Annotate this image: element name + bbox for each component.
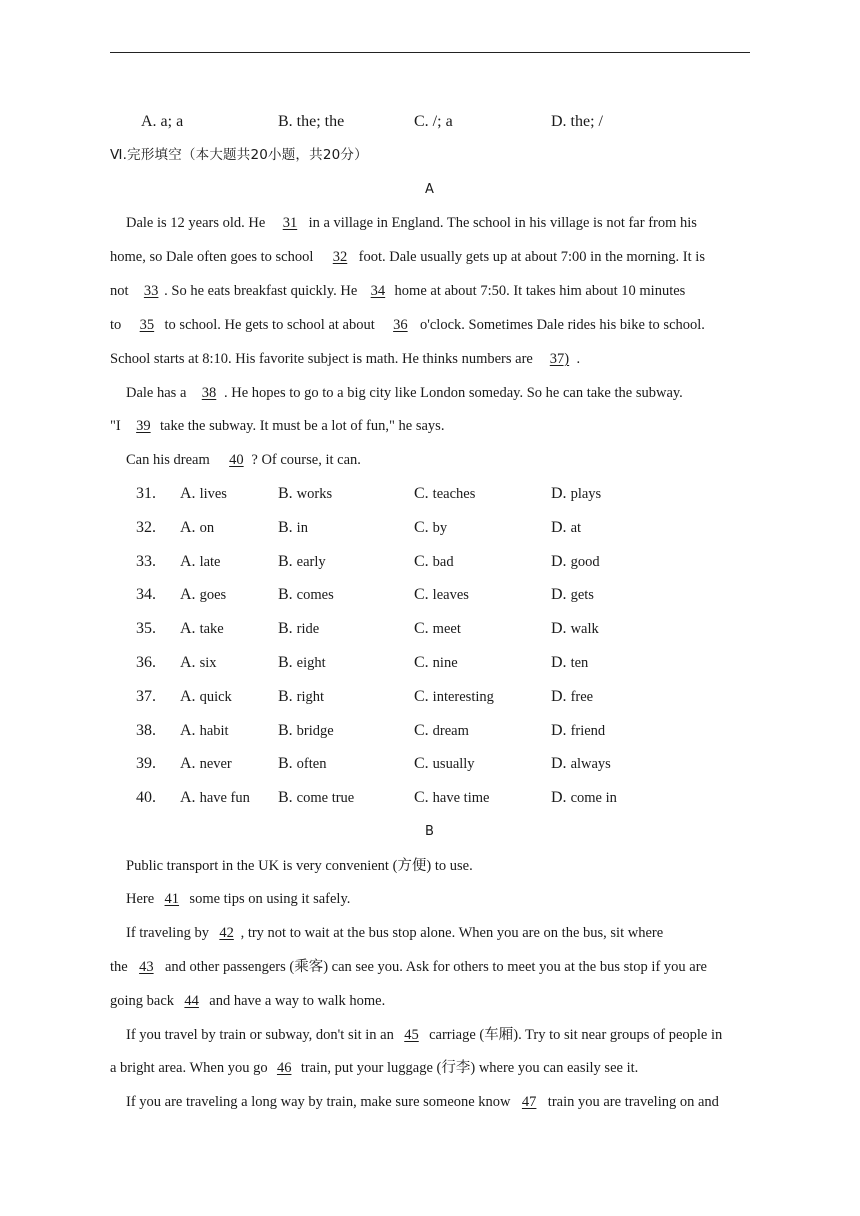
blank-46: 46 [276,1060,292,1076]
option-c [414,620,461,638]
passage-b-line-4: the 43 and other passengers (乘客) can see you. Ask for others to meet you at the bus stop if you are [110,959,707,975]
option-letter: A. [180,688,196,705]
option-text: ride [296,621,320,637]
passage-b-line-6: If you travel by train or subway, don't sit in an 45 carriage (车厢). Try to sit near groups of people in [126,1027,723,1043]
option-a [180,789,250,807]
option-text: in [296,520,308,536]
blank-47: 47 [521,1094,537,1110]
option-letter: A. [180,654,196,671]
option-letter: C. [414,485,429,502]
option-letter: C. [414,722,429,739]
question-number: 38. [136,722,156,739]
option-text: late [199,554,221,570]
blank-42: 42 [219,925,234,941]
option-text: goes [199,587,227,603]
option-letter: B. [278,586,293,603]
question-number: 37. [136,688,156,705]
passage-b-line-5: going back 44 and have a way to walk home. [110,993,386,1009]
option-b [278,485,332,503]
option-a [180,620,224,638]
option-letter: A. [180,722,196,739]
option-text: eight [296,655,326,671]
option-d [551,586,594,604]
option-c [414,722,469,740]
option-letter: D. [551,620,567,637]
blank-40: 40 [229,452,244,468]
option-letter: A. [180,586,196,603]
question-number: 36. [136,654,156,671]
prev-option-d: D. the; / [551,113,603,130]
option-text: have fun [199,790,250,806]
option-text: interesting [432,689,494,705]
option-d [551,688,593,706]
option-c [414,654,458,672]
option-text: six [199,655,217,671]
blank-33: 33 [143,283,159,299]
option-letter: B. [278,620,293,637]
option-letter: D. [551,654,567,671]
option-letter: B. [278,755,293,772]
option-text: ten [570,655,589,671]
option-text: works [296,486,333,502]
option-d [551,722,605,740]
blank-43: 43 [139,959,154,975]
option-letter: D. [551,755,567,772]
option-c [414,553,454,571]
option-text: nine [432,655,458,671]
passage-a-line-6: Dale has a 38 . He hopes to go to a big city like London someday. So he can take the subway. [126,385,683,401]
option-letter: D. [551,519,567,536]
question-number: 32. [136,519,156,536]
option-text: meet [432,621,461,637]
prev-option-b: B. the; the [278,113,345,130]
option-d [551,553,600,571]
passage-b-line-2: Here 41 some tips on using it safely. [126,891,351,907]
option-c [414,755,475,773]
option-text: come true [296,790,355,806]
option-letter: D. [551,586,567,603]
blank-35: 35 [139,317,155,333]
option-a [180,688,232,706]
passage-a-line-1: Dale is 12 years old. He 31 in a village in England. The school in his village is not far from his [126,215,697,231]
option-text: leaves [432,587,469,603]
option-letter: C. [414,620,429,637]
question-number: 40. [136,789,156,806]
option-text: come in [570,790,617,806]
passage-b-line-3: If traveling by 42 , try not to wait at the bus stop alone. When you are on the bus, sit where [126,925,664,941]
option-d [551,789,617,807]
option-a [180,519,214,537]
header-rule [110,52,750,53]
option-letter: C. [414,586,429,603]
passage-a-line-4: to 35 to school. He gets to school at about 36 o'clock. Sometimes Dale rides his bike to school. [110,317,705,333]
option-text: at [570,520,582,536]
blank-38: 38 [201,385,217,401]
option-letter: B. [278,688,293,705]
option-text: walk [570,621,599,637]
option-letter: D. [551,553,567,570]
option-d [551,519,581,537]
blank-39: 39 [136,418,151,434]
option-text: comes [296,587,334,603]
blank-34: 34 [370,283,386,299]
option-a [180,654,216,672]
option-text: on [199,520,215,536]
blank-45: 45 [404,1027,419,1043]
option-c [414,519,447,537]
option-a [180,485,227,503]
option-a [180,755,232,773]
option-text: never [199,756,232,772]
option-b [278,620,319,638]
option-letter: A. [180,519,196,536]
option-letter: A. [180,789,196,806]
section-heading: Ⅵ.完形填空（本大题共20小题，共20分） [110,147,368,163]
option-letter: A. [180,553,196,570]
option-a [180,722,229,740]
option-c [414,586,469,604]
option-letter: C. [414,755,429,772]
question-number: 39. [136,755,156,772]
passage-a-line-7: "I 39 take the subway. It must be a lot of fun," he says. [110,418,445,434]
option-letter: A. [180,755,196,772]
option-letter: B. [278,553,293,570]
option-text: gets [570,587,594,603]
option-b [278,722,334,740]
prev-option-a: A. a; a [141,113,184,130]
option-b [278,553,326,571]
passage-a-line-3: not 33 . So he eats breakfast quickly. He 34 home at about 7:50. It takes him about 10 minutes [110,283,686,299]
option-text: usually [432,756,475,772]
prev-option-c: C. /; a [414,113,453,130]
option-letter: B. [278,789,293,806]
option-text: habit [199,723,229,739]
option-b [278,789,354,807]
passage-a-line-8: Can his dream 40 ? Of course, it can. [126,452,361,468]
option-text: teaches [432,486,476,502]
option-letter: B. [278,722,293,739]
option-text: always [570,756,611,772]
option-c [414,485,475,503]
option-text: dream [432,723,469,739]
option-c [414,789,489,807]
option-text: take [199,621,224,637]
option-letter: B. [278,519,293,536]
blank-31: 31 [282,215,298,231]
option-d [551,485,601,503]
question-number: 35. [136,620,156,637]
option-letter: D. [551,688,567,705]
blank-32: 32 [332,249,348,265]
passage-b-line-8: If you are traveling a long way by train, make sure someone know 47 train you are traveling on and [126,1094,719,1110]
option-text: by [432,520,448,536]
option-text: friend [570,723,606,739]
option-text: often [296,756,327,772]
option-d [551,620,599,638]
option-letter: A. [180,485,196,502]
option-letter: D. [551,485,567,502]
option-text: good [570,554,600,570]
blank-37: 37) [549,351,570,367]
blank-36: 36 [393,317,408,333]
passage-b-line-1: Public transport in the UK is very convenient (方便) to use. [126,858,473,874]
option-letter: B. [278,485,293,502]
part-a-label: A [425,182,434,197]
passage-a-line-5: School starts at 8:10. His favorite subject is math. He thinks numbers are 37) . [110,351,581,367]
question-number: 34. [136,586,156,603]
option-b [278,654,326,672]
option-d [551,755,611,773]
option-c [414,688,494,706]
blank-41: 41 [164,891,180,907]
option-b [278,688,324,706]
option-letter: C. [414,654,429,671]
option-a [180,553,221,571]
option-a [180,586,226,604]
option-letter: C. [414,519,429,536]
option-b [278,519,308,537]
option-letter: B. [278,654,293,671]
passage-b-line-7: a bright area. When you go 46 train, put your luggage (行李) where you can easily see it. [110,1060,639,1076]
option-text: have time [432,790,490,806]
part-b-label: B [425,824,434,839]
option-text: free [570,689,594,705]
option-letter: D. [551,722,567,739]
option-letter: C. [414,688,429,705]
option-text: quick [199,689,232,705]
option-d [551,654,588,672]
question-number: 31. [136,485,156,502]
option-b [278,755,326,773]
question-number: 33. [136,553,156,570]
option-text: bad [432,554,454,570]
option-text: early [296,554,326,570]
blank-44: 44 [184,993,199,1009]
option-text: right [296,689,325,705]
option-letter: C. [414,789,429,806]
option-text: plays [570,486,602,502]
option-text: lives [199,486,227,502]
option-letter: A. [180,620,196,637]
passage-a-line-2: home, so Dale often goes to school 32 foot. Dale usually gets up at about 7:00 in the morning. It is [110,249,705,265]
option-letter: C. [414,553,429,570]
option-b [278,586,334,604]
option-text: bridge [296,723,334,739]
option-letter: D. [551,789,567,806]
